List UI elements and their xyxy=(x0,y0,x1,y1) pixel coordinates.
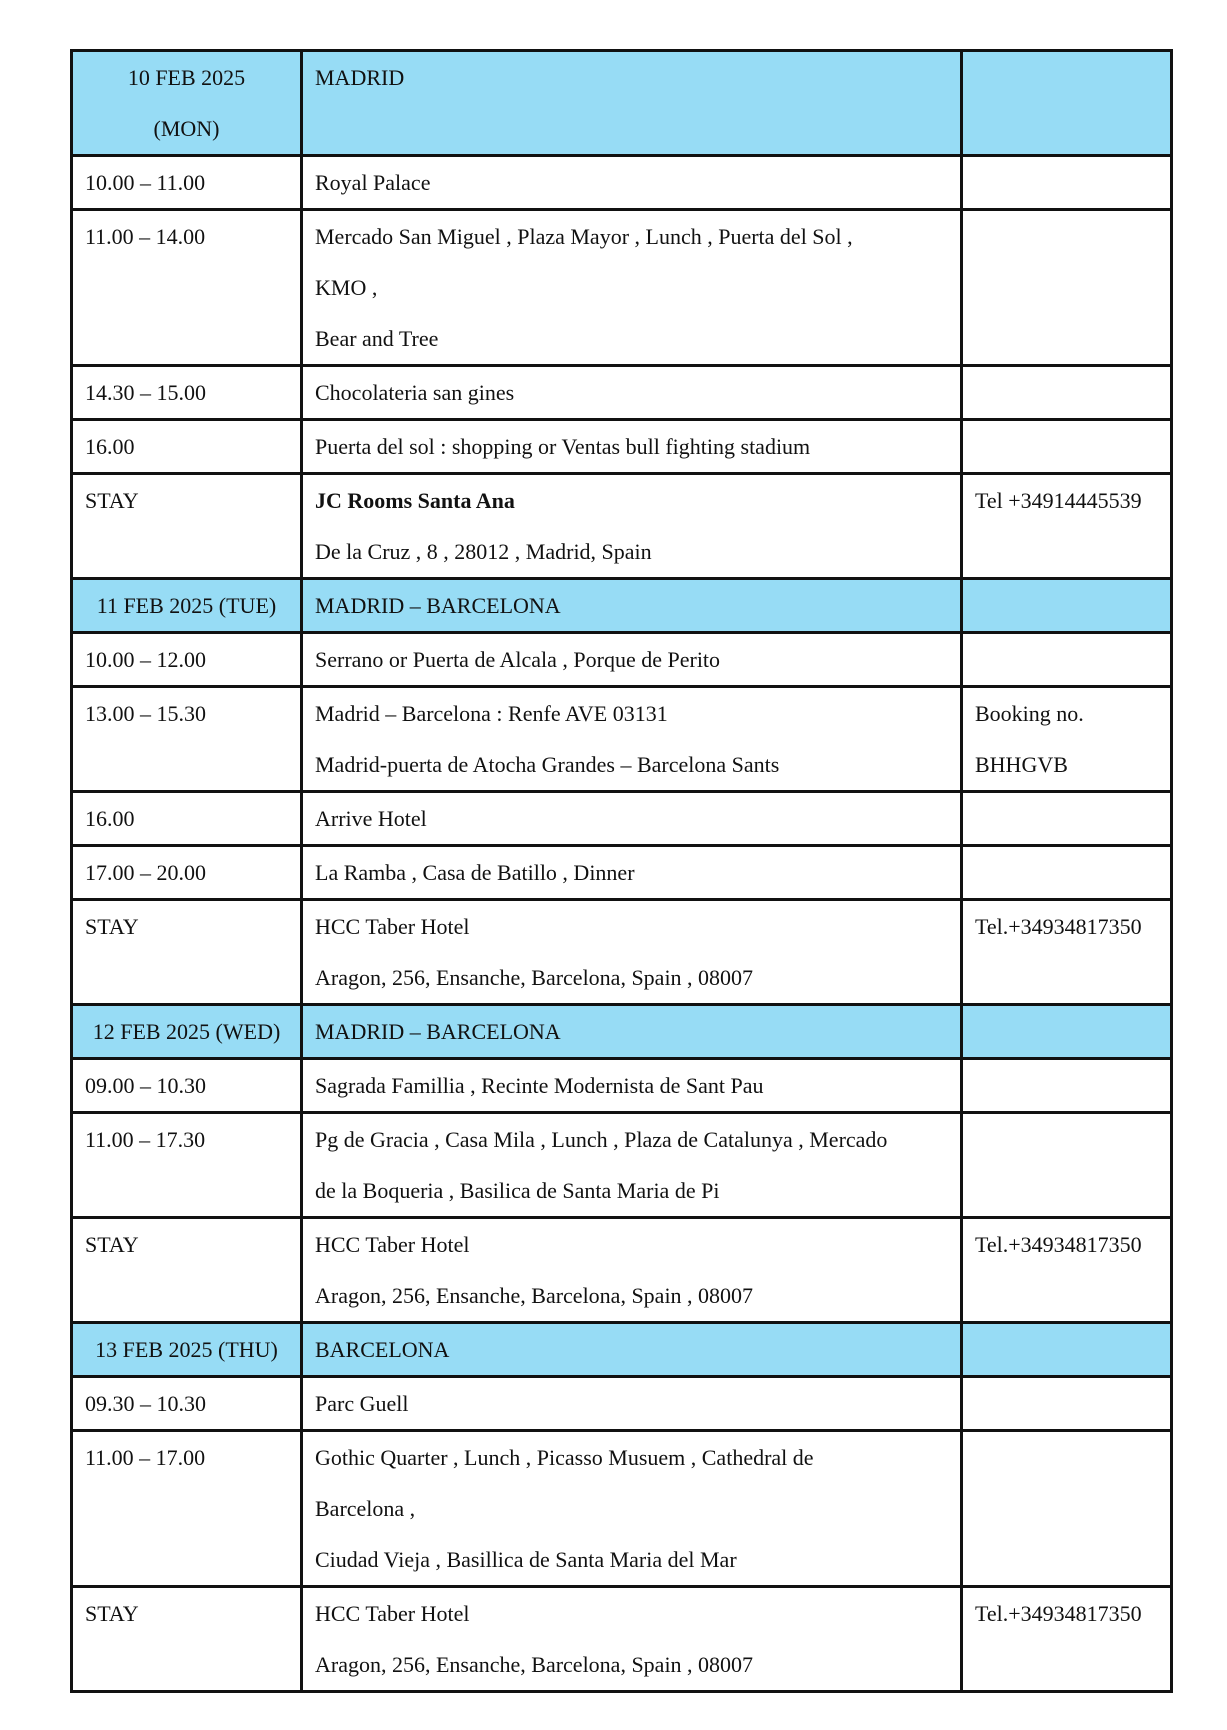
time-cell xyxy=(72,633,302,687)
time-text: STAY xyxy=(85,1601,139,1626)
info-cell xyxy=(962,687,1172,792)
activity-cell xyxy=(302,846,962,900)
info-cell xyxy=(962,366,1172,420)
activity-text: KMO , xyxy=(315,275,378,300)
day-date-cell xyxy=(72,579,302,633)
activity-cell xyxy=(302,474,962,579)
activity-cell xyxy=(302,792,962,846)
activity-cell xyxy=(302,420,962,474)
day-place-text: MADRID – BARCELONA xyxy=(315,1019,561,1044)
activity-text: Arrive Hotel xyxy=(315,806,427,831)
day-place-cell xyxy=(302,51,962,156)
schedule-row xyxy=(72,1431,1172,1587)
time-cell xyxy=(72,1218,302,1323)
time-cell xyxy=(72,900,302,1005)
info-cell xyxy=(962,1587,1172,1692)
time-cell xyxy=(72,156,302,210)
schedule-row xyxy=(72,633,1172,687)
activity-text: Barcelona , xyxy=(315,1496,416,1521)
day-place-cell xyxy=(302,579,962,633)
time-text: 13.00 – 15.30 xyxy=(85,701,206,726)
schedule-row xyxy=(72,900,1172,1005)
activity-cell xyxy=(302,210,962,366)
day-info-cell xyxy=(962,1323,1172,1377)
info-cell xyxy=(962,846,1172,900)
info-text: Tel.+34934817350 xyxy=(975,1232,1142,1257)
day-date-text: 11 FEB 2025 (TUE) xyxy=(96,593,277,618)
info-cell xyxy=(962,1113,1172,1218)
activity-cell xyxy=(302,1218,962,1323)
day-header-row xyxy=(72,1323,1172,1377)
info-cell xyxy=(962,1218,1172,1323)
itinerary-body xyxy=(72,51,1172,1692)
schedule-row xyxy=(72,156,1172,210)
schedule-row xyxy=(72,1059,1172,1113)
info-cell xyxy=(962,210,1172,366)
activity-text: Chocolateria san gines xyxy=(315,380,515,405)
day-place-text: BARCELONA xyxy=(315,1337,450,1362)
activity-text: HCC Taber Hotel xyxy=(315,1232,470,1257)
info-cell xyxy=(962,156,1172,210)
info-cell xyxy=(962,420,1172,474)
info-text: Booking no. xyxy=(975,701,1084,726)
info-cell xyxy=(962,1377,1172,1431)
time-cell xyxy=(72,792,302,846)
time-cell xyxy=(72,420,302,474)
schedule-row xyxy=(72,420,1172,474)
time-text: 16.00 xyxy=(85,806,135,831)
time-text: 09.00 – 10.30 xyxy=(85,1073,206,1098)
activity-text: Aragon, 256, Ensanche, Barcelona, Spain , 08007 xyxy=(315,965,754,990)
info-cell xyxy=(962,900,1172,1005)
day-date-text: 12 FEB 2025 (WED) xyxy=(92,1019,281,1044)
schedule-row xyxy=(72,1377,1172,1431)
info-text: BHHGVB xyxy=(975,752,1068,777)
activity-cell xyxy=(302,366,962,420)
day-date-cell xyxy=(72,1005,302,1059)
time-text: 14.30 – 15.00 xyxy=(85,380,206,405)
time-text: 09.30 – 10.30 xyxy=(85,1391,206,1416)
activity-cell xyxy=(302,1113,962,1218)
activity-text: Serrano or Puerta de Alcala , Porque de Perito xyxy=(315,647,721,672)
time-cell xyxy=(72,1059,302,1113)
day-place-cell xyxy=(302,1005,962,1059)
schedule-row xyxy=(72,792,1172,846)
info-cell xyxy=(962,1059,1172,1113)
activity-cell xyxy=(302,1377,962,1431)
time-cell xyxy=(72,210,302,366)
time-text: 11.00 – 17.00 xyxy=(85,1445,206,1470)
day-header-row xyxy=(72,579,1172,633)
time-text: STAY xyxy=(85,1232,139,1257)
day-header-row xyxy=(72,51,1172,156)
activity-text: Aragon, 256, Ensanche, Barcelona, Spain , 08007 xyxy=(315,1283,754,1308)
day-place-cell xyxy=(302,1323,962,1377)
info-text: Tel.+34934817350 xyxy=(975,1601,1142,1626)
day-header-row xyxy=(72,1005,1172,1059)
activity-text: de la Boqueria , Basilica de Santa Maria de Pi xyxy=(315,1178,720,1203)
info-cell xyxy=(962,792,1172,846)
day-info-cell xyxy=(962,1005,1172,1059)
activity-text: HCC Taber Hotel xyxy=(315,914,470,939)
info-cell xyxy=(962,1431,1172,1587)
activity-cell xyxy=(302,1059,962,1113)
itinerary-table xyxy=(70,49,1173,1693)
activity-text: JC Rooms Santa Ana xyxy=(315,488,515,513)
schedule-row xyxy=(72,366,1172,420)
schedule-row xyxy=(72,846,1172,900)
time-text: 10.00 – 12.00 xyxy=(85,647,206,672)
activity-text: Parc Guell xyxy=(315,1391,409,1416)
time-cell xyxy=(72,846,302,900)
schedule-row xyxy=(72,1113,1172,1218)
time-cell xyxy=(72,1113,302,1218)
schedule-row xyxy=(72,474,1172,579)
day-date-text: 10 FEB 2025 xyxy=(127,65,246,90)
day-date-cell xyxy=(72,51,302,156)
info-text: Tel +34914445539 xyxy=(975,488,1142,513)
time-text: 11.00 – 14.00 xyxy=(85,224,206,249)
day-info-cell xyxy=(962,579,1172,633)
time-text: STAY xyxy=(85,488,139,513)
activity-text: Mercado San Miguel , Plaza Mayor , Lunch , Puerta del Sol , xyxy=(315,224,853,249)
info-cell xyxy=(962,633,1172,687)
time-cell xyxy=(72,1377,302,1431)
activity-text: Pg de Gracia , Casa Mila , Lunch , Plaza de Catalunya , Mercado xyxy=(315,1127,888,1152)
activity-text: Ciudad Vieja , Basillica de Santa Maria del Mar xyxy=(315,1547,737,1572)
day-date-text: (MON) xyxy=(153,116,220,141)
time-cell xyxy=(72,1587,302,1692)
activity-cell xyxy=(302,1587,962,1692)
info-text: Tel.+34934817350 xyxy=(975,914,1142,939)
day-place-text: MADRID – BARCELONA xyxy=(315,593,561,618)
schedule-row xyxy=(72,1218,1172,1323)
activity-text: De la Cruz , 8 , 28012 , Madrid, Spain xyxy=(315,539,652,564)
time-text: STAY xyxy=(85,914,139,939)
time-cell xyxy=(72,1431,302,1587)
activity-cell xyxy=(302,156,962,210)
time-text: 11.00 – 17.30 xyxy=(85,1127,206,1152)
activity-text: Puerta del sol : shopping or Ventas bull fighting stadium xyxy=(315,434,811,459)
time-text: 17.00 – 20.00 xyxy=(85,860,206,885)
schedule-row xyxy=(72,210,1172,366)
day-info-cell xyxy=(962,51,1172,156)
activity-text: Madrid-puerta de Atocha Grandes – Barcelona Sants xyxy=(315,752,780,777)
time-text: 10.00 – 11.00 xyxy=(85,170,206,195)
activity-text: Madrid – Barcelona : Renfe AVE 03131 xyxy=(315,701,668,726)
info-cell xyxy=(962,474,1172,579)
day-place-text: MADRID xyxy=(315,65,405,90)
activity-cell xyxy=(302,687,962,792)
schedule-row xyxy=(72,1587,1172,1692)
activity-text: HCC Taber Hotel xyxy=(315,1601,470,1626)
time-text: 16.00 xyxy=(85,434,135,459)
activity-text: Bear and Tree xyxy=(315,326,439,351)
activity-text: Royal Palace xyxy=(315,170,431,195)
activity-text: Sagrada Famillia , Recinte Modernista de Sant Pau xyxy=(315,1073,764,1098)
schedule-row xyxy=(72,687,1172,792)
activity-cell xyxy=(302,900,962,1005)
day-date-cell xyxy=(72,1323,302,1377)
time-cell xyxy=(72,366,302,420)
activity-cell xyxy=(302,633,962,687)
activity-text: Aragon, 256, Ensanche, Barcelona, Spain , 08007 xyxy=(315,1652,754,1677)
activity-text: La Ramba , Casa de Batillo , Dinner xyxy=(315,860,635,885)
day-date-text: 13 FEB 2025 (THU) xyxy=(95,1337,278,1362)
time-cell xyxy=(72,687,302,792)
activity-text: Gothic Quarter , Lunch , Picasso Musuem , Cathedral de xyxy=(315,1445,814,1470)
activity-cell xyxy=(302,1431,962,1587)
time-cell xyxy=(72,474,302,579)
